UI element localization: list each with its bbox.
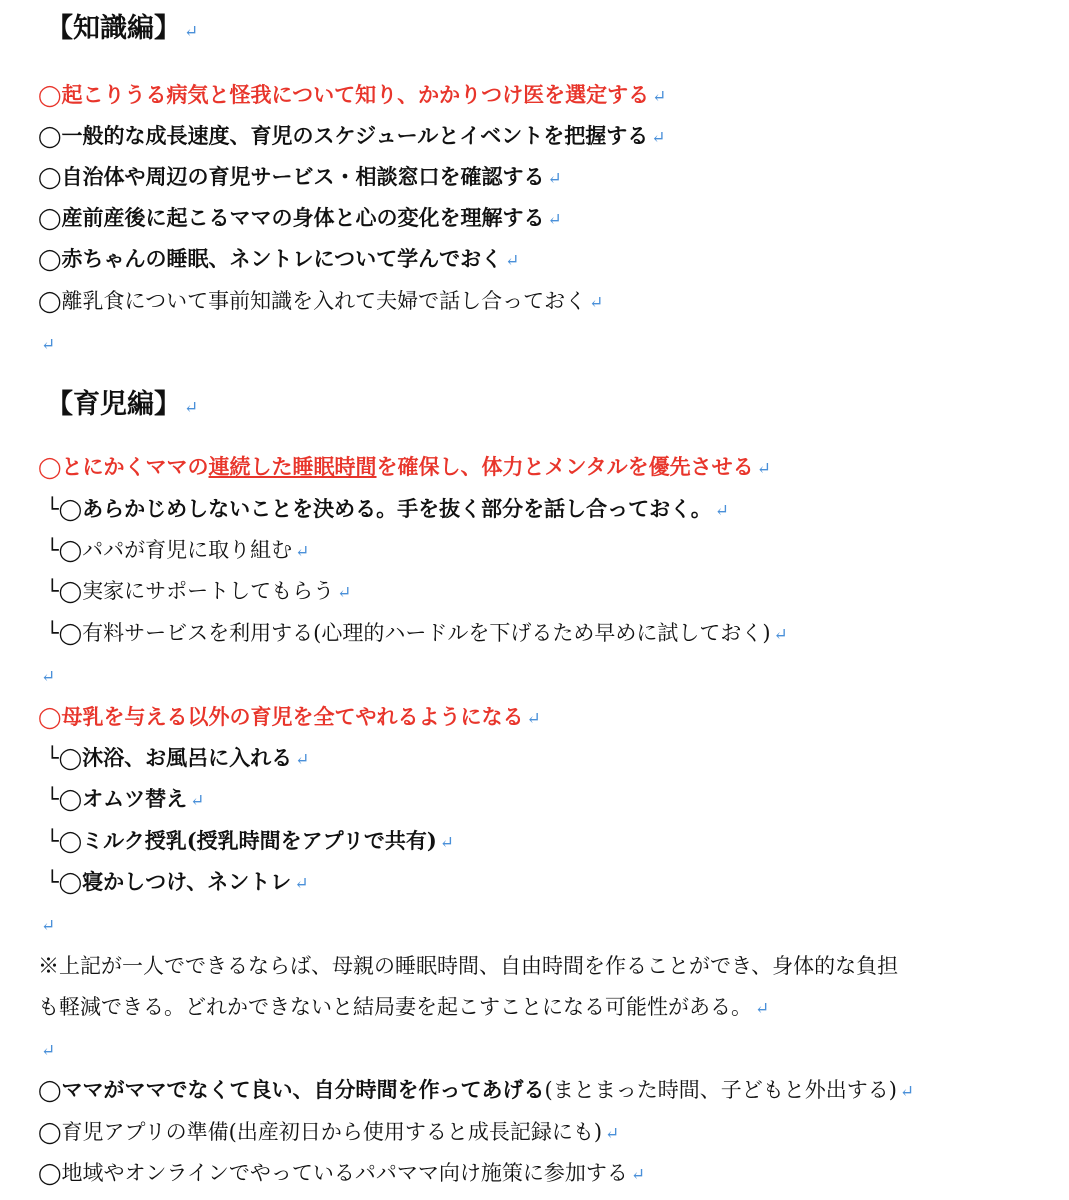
- return-mark-icon: ↵: [651, 128, 666, 148]
- childcare-task-diaper: └◯オムツ替え ↵: [46, 786, 205, 811]
- return-mark-icon: ↵: [295, 750, 310, 770]
- childcare-tasks-title: ◯母乳を与える以外の育児を全てやれるようになる ↵: [38, 704, 541, 729]
- childcare-sleep-sub-family: └◯実家にサポートしてもらう ↵: [46, 579, 352, 603]
- return-mark-icon: ↵: [41, 335, 56, 355]
- return-mark-icon: ↵: [184, 398, 199, 418]
- return-mark-icon: ↵: [41, 1041, 56, 1061]
- return-mark-icon: ↵: [526, 709, 541, 729]
- knowledge-item-doctor: ◯起こりうる病気と怪我について知り、かかりつけ医を選定する ↵: [38, 82, 667, 107]
- empty-paragraph: [38, 660, 55, 692]
- return-mark-icon: ↵: [41, 667, 56, 687]
- return-mark-icon: ↵: [547, 169, 562, 189]
- return-mark-icon: ↵: [294, 874, 309, 894]
- knowledge-item-services: ◯自治体や周辺の育児サービス・相談窓口を確認する ↵: [38, 164, 562, 189]
- childcare-task-bath: └◯沐浴、お風呂に入れる ↵: [46, 745, 310, 770]
- childcare-sleep-sub-paid: └◯有料サービスを利用する(心理的ハードルを下げるため早めに試しておく) ↵: [46, 621, 788, 645]
- return-mark-icon: ↵: [190, 791, 205, 811]
- empty-paragraph: [38, 328, 55, 360]
- childcare-task-bedtime: └◯寝かしつけ、ネントレ ↵: [46, 869, 309, 894]
- knowledge-item-growth: ◯一般的な成長速度、育児のスケジュールとイベントを把握する ↵: [38, 123, 666, 148]
- note-line-2: も軽減できる。どれかできないと結局妻を起こすことになる可能性がある。 ↵: [38, 995, 770, 1019]
- return-mark-icon: ↵: [184, 22, 199, 42]
- return-mark-icon: ↵: [756, 459, 771, 479]
- note-line-1: ※上記が一人でできるならば、母親の睡眠時間、自由時間を作ることができ、身体的な負担: [38, 954, 899, 978]
- return-mark-icon: ↵: [630, 1165, 646, 1185]
- childcare-sleep-title: ◯とにかくママの連続した睡眠時間を確保し、体力とメンタルを優先させる ↵: [38, 454, 771, 479]
- empty-paragraph: [38, 909, 55, 941]
- return-mark-icon: ↵: [589, 293, 604, 313]
- return-mark-icon: ↵: [337, 583, 352, 603]
- underlined-sleep-time: 連続した睡眠時間: [208, 454, 377, 479]
- knowledge-heading: 【知識編】 ↵: [46, 13, 199, 44]
- return-mark-icon: ↵: [439, 833, 455, 853]
- empty-paragraph: [38, 1034, 55, 1066]
- knowledge-item-baby-food: ◯離乳食について事前知識を入れて夫婦で話し合っておく ↵: [38, 289, 604, 313]
- extra-item-community: ◯地域やオンラインでやっているパパママ向け施策に参加する ↵: [38, 1161, 646, 1185]
- return-mark-icon: ↵: [652, 87, 667, 107]
- childcare-sleep-sub-decide: └◯あらかじめしないことを決める。手を抜く部分を話し合っておく。 ↵: [46, 496, 729, 521]
- return-mark-icon: ↵: [899, 1082, 915, 1102]
- return-mark-icon: ↵: [714, 501, 729, 521]
- childcare-heading: 【育児編】 ↵: [46, 389, 199, 420]
- childcare-sleep-sub-papa: └◯パパが育児に取り組む ↵: [46, 538, 310, 562]
- return-mark-icon: ↵: [755, 999, 770, 1019]
- return-mark-icon: ↵: [605, 1124, 620, 1144]
- return-mark-icon: ↵: [773, 625, 788, 645]
- return-mark-icon: ↵: [547, 210, 562, 230]
- knowledge-item-mama-change: ◯産前産後に起こるママの身体と心の変化を理解する ↵: [38, 205, 562, 230]
- extra-item-app: ◯育児アプリの準備(出産初日から使用すると成長記録にも) ↵: [38, 1120, 620, 1144]
- extra-item-own-time: ◯ママがママでなくて良い、自分時間を作ってあげる(まとまった時間、子どもと外出する) ↵: [38, 1077, 915, 1102]
- return-mark-icon: ↵: [295, 542, 310, 562]
- childcare-task-milk: └◯ミルク授乳(授乳時間をアプリで共有) ↵: [46, 828, 455, 853]
- knowledge-item-sleep: ◯赤ちゃんの睡眠、ネントレについて学んでおく ↵: [38, 246, 520, 271]
- return-mark-icon: ↵: [505, 251, 520, 271]
- return-mark-icon: ↵: [41, 916, 56, 936]
